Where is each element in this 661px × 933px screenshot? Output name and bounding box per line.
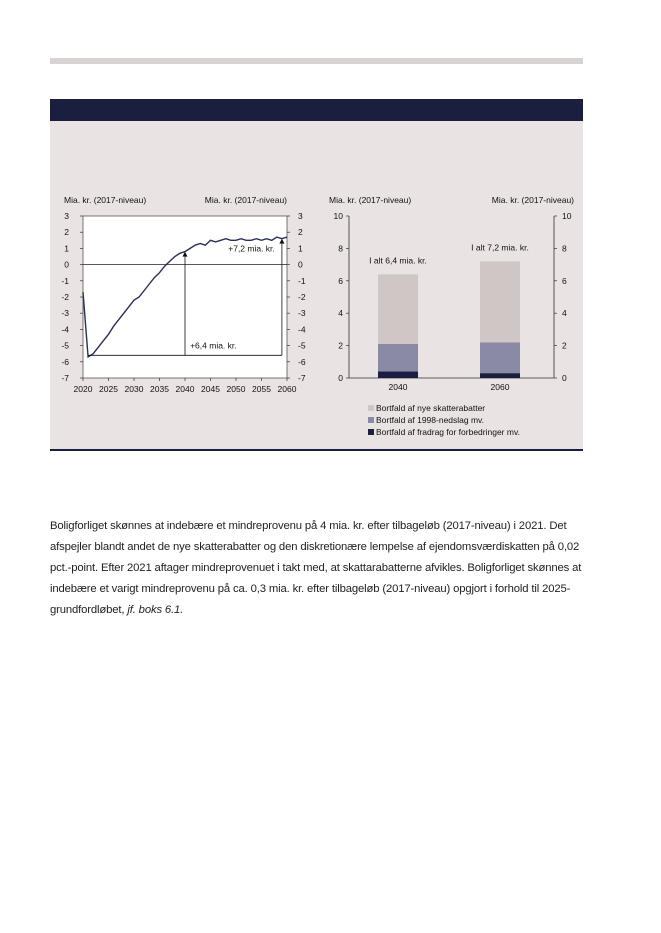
line-right-axis-label: Mia. kr. (2017-niveau) (204, 195, 287, 205)
line-x-tick-label: 2020 (73, 384, 93, 394)
body-text-reference: jf. boks 6.1. (127, 604, 184, 616)
bar-segment-skatterabatter (480, 261, 520, 342)
line-right-tick-label: -6 (298, 356, 306, 367)
line-right-tick-label: 2 (298, 227, 303, 238)
line-right-tick-label: -4 (298, 324, 306, 335)
line-x-tick-label: 2055 (252, 384, 271, 394)
bar-right-tick-label: 4 (562, 308, 567, 319)
bar-left-tick-label: 2 (338, 340, 343, 351)
bar-right-tick-label: 2 (562, 340, 567, 351)
line-chart (61, 211, 305, 394)
bar-category-label: 2040 (388, 382, 408, 392)
legend-label-skatterabatter: Bortfald af nye skatterabatter (376, 403, 486, 413)
legend-swatch-fradrag (368, 429, 374, 435)
line-right-tick-label: -1 (298, 275, 306, 286)
body-text-main: Boligforliget skønnes at indebære et mindreprovenu på 4 mia. kr. efter tilbageløb (2017-niveau) i 2021. Det afspejler blandt andet de nye skatterabatter og den diskretionære lempelse af ejendomsværdiskatten på 0,02 pct.-point. Efter 2021 aftager mindreprovenuet i takt med, at skattarabatterne afvikles. Boligforliget skønnes at indebære et varigt mindreprovenu på ca. 0,3 mia. kr. efter tilbageløb (2017-niveau) opgjort i forhold til 2025-grundfordløbet, (50, 520, 582, 616)
line-right-tick-label: 3 (298, 211, 303, 221)
bar-segment-1998 (378, 344, 418, 372)
annotation-label: +7,2 mia. kr. (228, 243, 275, 254)
annotation-label: +6,4 mia. kr. (190, 340, 237, 351)
line-x-tick-label: 2040 (175, 384, 195, 394)
line-right-tick-label: 1 (298, 243, 303, 254)
legend-label-fradrag: Bortfald af fradrag for forbedringer mv. (376, 427, 520, 437)
line-right-tick-label: -2 (298, 292, 306, 302)
line-right-tick-label: -5 (298, 340, 306, 351)
legend-label-1998: Bortfald af 1998-nedslag mv. (376, 415, 485, 425)
line-left-tick-label: 1 (64, 243, 69, 254)
bar-left-tick-label: 10 (333, 211, 343, 221)
bar-segment-1998 (480, 342, 520, 373)
line-right-tick-label: 0 (298, 259, 303, 270)
bar-right-tick-label: 8 (562, 243, 567, 254)
top-rule (50, 58, 583, 64)
line-x-tick-label: 2050 (226, 384, 246, 394)
line-x-tick-label: 2045 (201, 384, 220, 394)
line-right-tick-label: -3 (298, 308, 306, 319)
bar-left-tick-label: 0 (338, 373, 343, 383)
bar-right-tick-label: 6 (562, 275, 567, 286)
bar-chart (334, 211, 572, 392)
line-left-tick-label: -2 (61, 292, 69, 302)
bar-left-tick-label: 8 (338, 243, 343, 254)
line-left-tick-label: 3 (64, 211, 69, 221)
bar-segment-skatterabatter (378, 274, 418, 344)
figure-panel (50, 99, 583, 449)
legend-swatch-1998 (368, 417, 374, 423)
line-right-tick-label: -7 (298, 373, 306, 383)
bar-right-tick-label: 0 (562, 373, 567, 383)
legend-swatch-skatterabatter (368, 405, 374, 411)
line-x-tick-label: 2035 (150, 384, 169, 394)
line-left-tick-label: 0 (64, 259, 69, 270)
bar-total-label: I alt 7,2 mia. kr. (471, 242, 529, 253)
bar-left-axis-label: Mia. kr. (2017-niveau) (329, 195, 412, 205)
line-left-axis-label: Mia. kr. (2017-niveau) (64, 195, 147, 205)
bar-category-label: 2060 (490, 382, 510, 392)
line-left-tick-label: -5 (61, 340, 69, 351)
line-x-tick-label: 2025 (99, 384, 118, 394)
figure-svg (50, 99, 583, 449)
figure-bottom-rule (50, 449, 583, 451)
line-left-tick-label: -1 (61, 275, 69, 286)
line-x-tick-label: 2030 (124, 384, 144, 394)
bar-segment-fradrag (480, 373, 520, 378)
line-left-tick-label: 2 (64, 227, 69, 238)
body-paragraph (50, 516, 585, 621)
bar-right-tick-label: 10 (562, 211, 572, 221)
line-left-tick-label: -6 (61, 356, 69, 367)
line-left-tick-label: -7 (61, 373, 69, 383)
line-left-tick-label: -3 (61, 308, 69, 319)
bar-segment-fradrag (378, 372, 418, 378)
line-left-tick-label: -4 (61, 324, 69, 335)
line-x-tick-label: 2060 (277, 384, 297, 394)
bar-right-axis-label: Mia. kr. (2017-niveau) (491, 195, 574, 205)
bar-left-tick-label: 6 (338, 275, 343, 286)
bar-left-tick-label: 4 (338, 308, 343, 319)
bar-total-label: I alt 6,4 mia. kr. (369, 255, 427, 266)
